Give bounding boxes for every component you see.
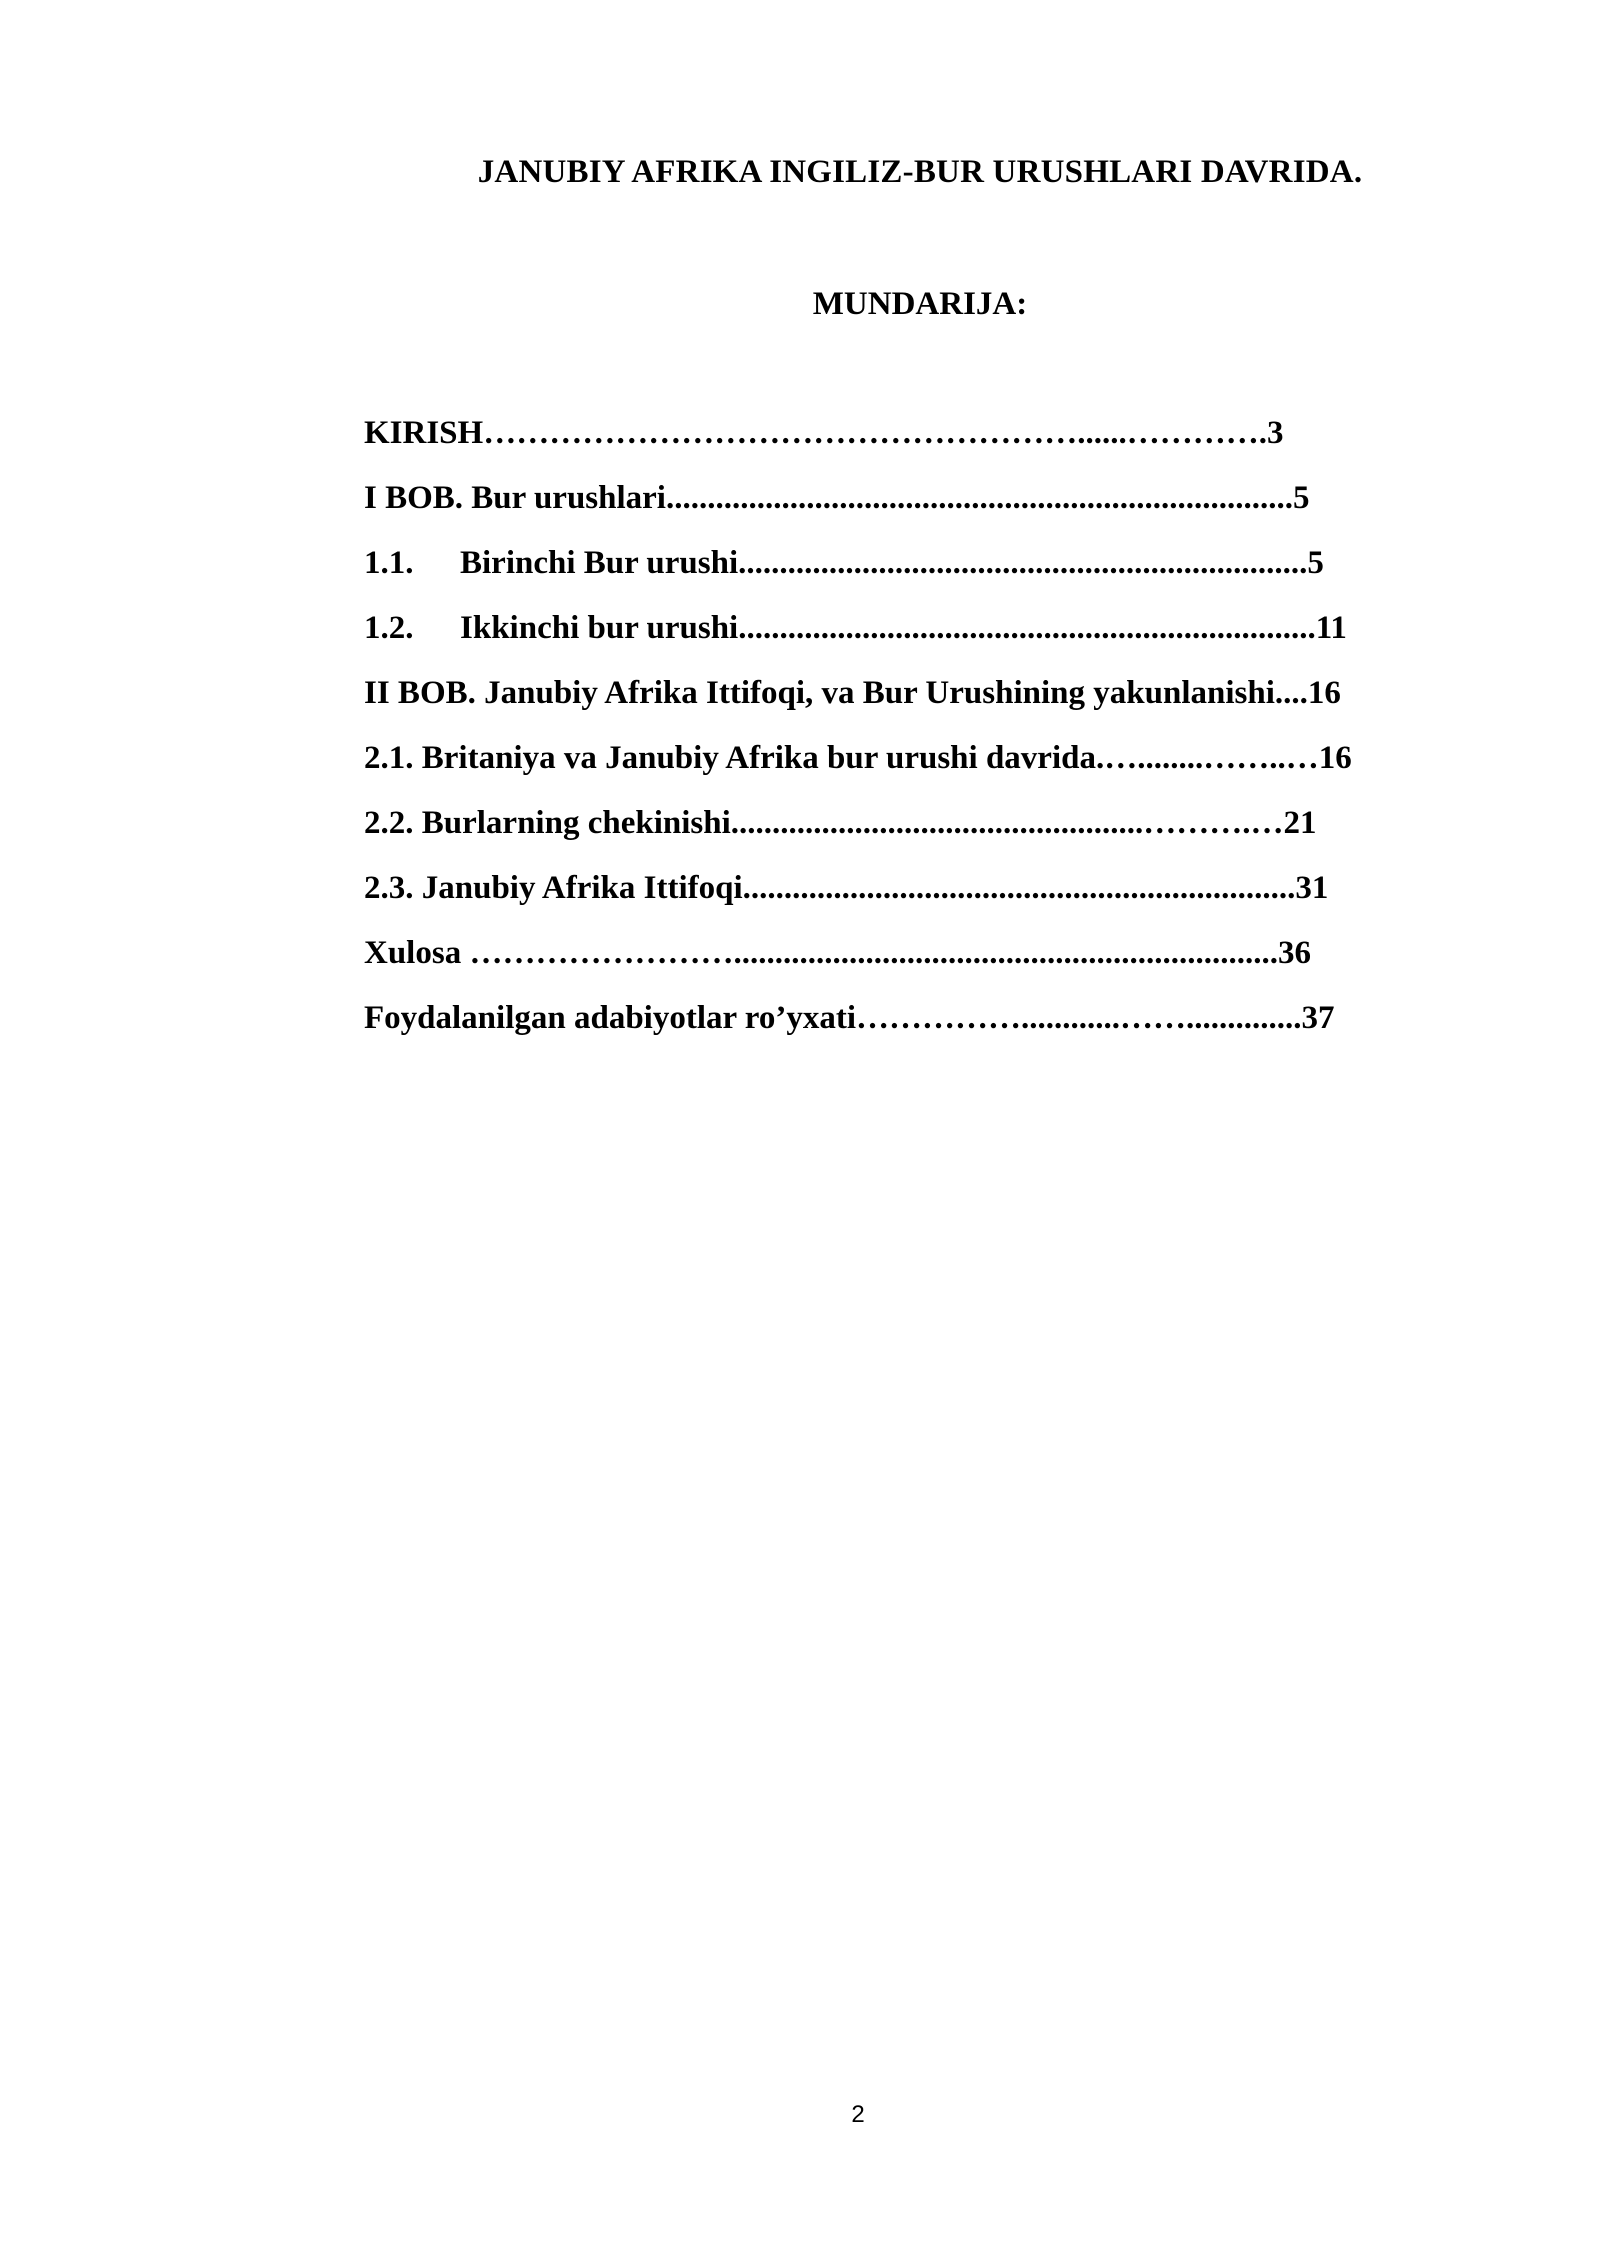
toc-entry-number: 1.1. xyxy=(364,545,414,581)
toc-entry-section-2-2 xyxy=(364,803,1494,868)
toc-entry-conclusion xyxy=(364,933,1494,998)
toc-entry-section-1-1 xyxy=(364,543,1494,608)
page-number: 2 xyxy=(851,2101,865,2128)
toc-entry-text: Birinchi Bur urushi.....................................................................5 xyxy=(460,545,1324,581)
toc-entry-section-2-1 xyxy=(364,738,1494,803)
toc-entry-text: Foydalanilgan adabiyotlar ro’yxati……………............……..............37 xyxy=(364,1000,1335,1036)
toc-entry-chapter-1 xyxy=(364,478,1494,543)
toc-entry-text: Xulosa ……………………..................................................................36 xyxy=(364,935,1311,971)
toc-entry-text: 2.1. Britaniya va Janubiy Afrika bur urushi davrida.…........……..…16 xyxy=(364,740,1352,776)
toc-entry-text: KIRISH………………………………………………......………….3 xyxy=(364,415,1284,451)
toc-entry-number: 1.2. xyxy=(364,610,414,646)
toc-entry-text: I BOB. Bur urushlari............................................................................5 xyxy=(364,480,1310,516)
toc-entry-text: 2.3. Janubiy Afrika Ittifoqi...................................................................31 xyxy=(364,870,1329,906)
toc-entry-introduction xyxy=(364,413,1494,478)
toc-entry-section-1-2 xyxy=(364,608,1494,673)
toc-entry-bibliography xyxy=(364,998,1494,1063)
table-of-contents xyxy=(364,413,1494,1063)
table-of-contents-heading: MUNDARIJA: xyxy=(812,286,1028,322)
toc-entry-text: Ikkinchi bur urushi......................................................................11 xyxy=(460,610,1347,646)
toc-entry-section-2-3 xyxy=(364,868,1494,933)
toc-entry-text: II BOB. Janubiy Afrika Ittifoqi, va Bur Urushining yakunlanishi....16 xyxy=(364,675,1341,711)
document-title: JANUBIY AFRIKA INGILIZ-BUR URUSHLARI DAVRIDA. xyxy=(477,154,1363,190)
toc-entry-chapter-2 xyxy=(364,673,1494,738)
toc-entry-text: 2.2. Burlarning chekinishi..................................................……….…21 xyxy=(364,805,1317,841)
